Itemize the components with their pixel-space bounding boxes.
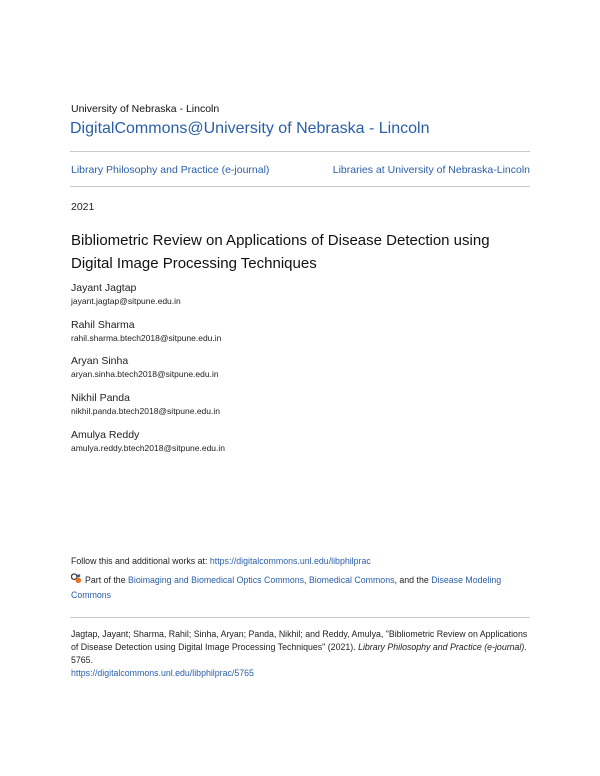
institution-name: University of Nebraska - Lincoln: [71, 103, 220, 115]
citation-divider: [70, 617, 530, 618]
author-name: Nikhil Panda: [71, 392, 130, 404]
disease-modeling-commons-link[interactable]: Disease Modeling Commons: [71, 575, 502, 600]
citation-url-link[interactable]: https://digitalcommons.unl.edu/libphilprac/5765: [71, 668, 254, 678]
citation-text: Jagtap, Jayant; Sharma, Rahil; Sinha, Aryan; Panda, Nikhil; and Reddy, Amulya, "Bibliometric Review on Applications of Disease Detection using Digital Image Processing Techniques" (2021).: [71, 629, 528, 652]
author-email: amulya.reddy.btech2018@sitpune.edu.in: [71, 443, 226, 453]
author-name: Amulya Reddy: [71, 429, 140, 441]
follow-url-link[interactable]: https://digitalcommons.unl.edu/libphilprac: [209, 556, 371, 566]
citation-number: . 5765.: [71, 642, 527, 665]
citation-journal: Library Philosophy and Practice (e-journal): [358, 642, 525, 652]
site-name-link[interactable]: DigitalCommons@University of Nebraska - Lincoln: [70, 120, 430, 137]
recommended-citation: [71, 628, 531, 680]
part-of-sep: ,: [304, 575, 309, 585]
author-name: Aryan Sinha: [71, 355, 129, 367]
author-block: [71, 355, 219, 380]
author-email: nikhil.panda.btech2018@sitpune.edu.in: [71, 406, 220, 416]
author-email: aryan.sinha.btech2018@sitpune.edu.in: [71, 369, 219, 379]
bioimaging-commons-link[interactable]: Bioimaging and Biomedical Optics Commons: [128, 575, 305, 585]
author-block: [71, 392, 220, 417]
journal-link[interactable]: Library Philosophy and Practice (e-journal): [71, 164, 270, 176]
article-title: Bibliometric Review on Applications of Disease Detection using Digital Image Processing Techniques: [71, 232, 490, 272]
libraries-link[interactable]: Libraries at University of Nebraska-Lincoln: [332, 164, 530, 176]
author-block: [71, 319, 221, 344]
author-block: [71, 282, 181, 307]
commons-network-icon: [71, 573, 82, 584]
author-block: [71, 429, 225, 454]
author-email: jayant.jagtap@sitpune.edu.in: [71, 296, 181, 306]
header-divider: [70, 151, 530, 152]
author-email: rahil.sharma.btech2018@sitpune.edu.in: [71, 333, 222, 343]
author-name: Jayant Jagtap: [71, 282, 137, 294]
part-of-line: [71, 573, 526, 603]
follow-text: Follow this and additional works at:: [71, 556, 210, 566]
part-of-prefix: Part of the: [85, 575, 129, 585]
author-name: Rahil Sharma: [71, 319, 135, 331]
follow-line: [71, 556, 371, 566]
nav-divider: [70, 186, 530, 187]
biomedical-commons-link[interactable]: Biomedical Commons: [308, 575, 395, 585]
publication-year: 2021: [71, 201, 95, 213]
part-of-sep: , and the: [394, 575, 432, 585]
